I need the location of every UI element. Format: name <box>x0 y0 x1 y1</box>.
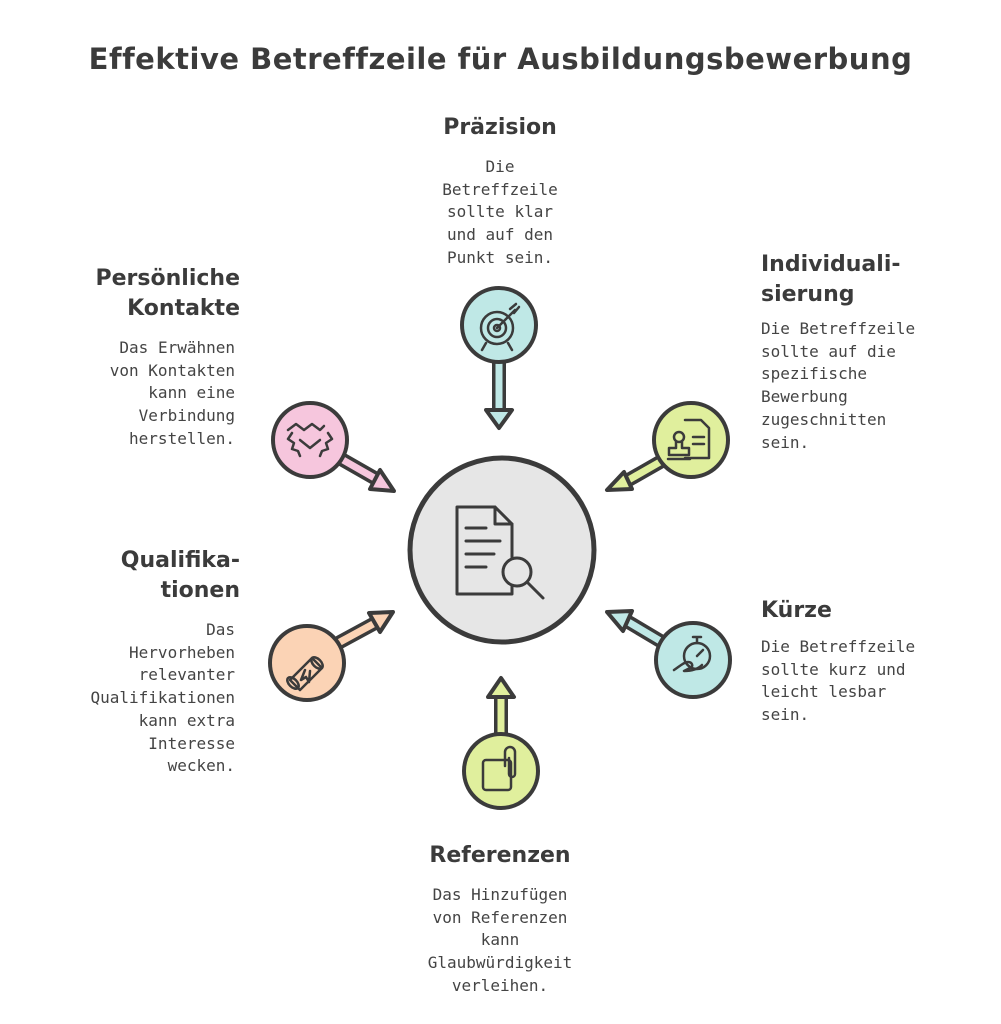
heading-praezision: Präzision <box>443 115 557 140</box>
heading-referenzen: Referenzen <box>429 843 571 868</box>
node-qualifikationen <box>270 612 393 700</box>
description-qualifikationen: Das Hervorheben relevanter Qualifikationen kann extra Interesse wecken. <box>90 620 235 776</box>
center-node <box>410 458 594 642</box>
heading-kuerze: Kürze <box>761 598 832 623</box>
heading-persoenliche-kontakte: Persönliche Kontakte <box>95 266 240 321</box>
diagram-title: Effektive Betreffzeile für Ausbildungsbewerbung <box>88 42 913 76</box>
description-referenzen: Das Hinzufügen von Referenzen kann Glaubwürdigkeit verleihen. <box>427 885 573 995</box>
heading-individualisierung: Individuali- sierung <box>761 252 901 307</box>
node-referenzen <box>464 678 538 808</box>
description-praezision: Die Betreffzeile sollte klar und auf den Punkt sein. <box>442 157 558 267</box>
heading-qualifikationen: Qualifika- tionen <box>120 548 240 603</box>
description-kuerze: Die Betreffzeile sollte kurz und leicht lesbar sein. <box>761 637 916 725</box>
node-praezision <box>462 288 536 428</box>
node-kuerze <box>607 611 730 697</box>
node-individualisierung <box>607 403 728 490</box>
description-individualisierung: Die Betreffzeile sollte auf die spezifische Bewerbung zugeschnitten sein. <box>761 319 916 452</box>
node-persoenliche-kontakte <box>273 403 394 491</box>
description-persoenliche-kontakte: Das Erwähnen von Kontakten kann eine Verbindung herstellen. <box>109 338 235 448</box>
